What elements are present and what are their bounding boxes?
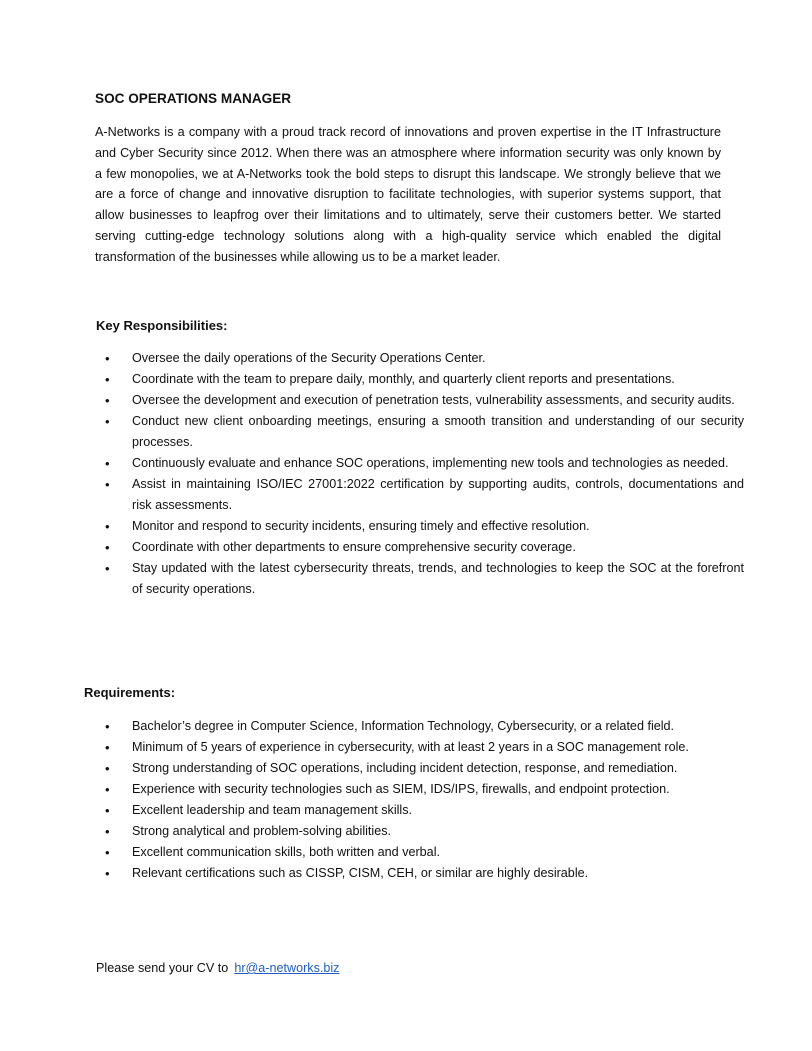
list-item: • Continuously evaluate and enhance SOC operations, implementing new tools and technologies as needed. [95, 453, 744, 474]
list-item: • Coordinate with other departments to ensure comprehensive security coverage. [95, 537, 744, 558]
list-item: • Coordinate with the team to prepare daily, monthly, and quarterly client reports and presentations. [95, 369, 744, 390]
list-item: • Strong understanding of SOC operations, including incident detection, response, and remediation. [95, 758, 744, 779]
requirements-list [95, 716, 744, 884]
list-item: • Experience with security technologies such as SIEM, IDS/IPS, firewalls, and endpoint protection. [95, 779, 744, 800]
contact-text: Please send your CV to [96, 961, 229, 975]
list-item: • Oversee the development and execution of penetration tests, vulnerability assessments, and security audits. [95, 390, 744, 411]
list-item: • Relevant certifications such as CISSP, CISM, CEH, or similar are highly desirable. [95, 863, 744, 884]
page-title: SOC OPERATIONS MANAGER [95, 91, 292, 106]
list-item: • Assist in maintaining ISO/IEC 27001:2022 certification by supporting audits, controls, documentations and risk assessments. [95, 474, 744, 516]
list-item: • Monitor and respond to security incidents, ensuring timely and effective resolution. [95, 516, 744, 537]
list-item: • Excellent leadership and team management skills. [95, 800, 744, 821]
list-item: • Bachelor’s degree in Computer Science, Information Technology, Cybersecurity, or a related field. [95, 716, 744, 737]
email-link[interactable]: hr@a-networks.biz [234, 961, 340, 975]
requirements-heading: Requirements: [84, 685, 176, 700]
list-item: • Minimum of 5 years of experience in cybersecurity, with at least 2 years in a SOC management role. [95, 737, 744, 758]
list-item: • Strong analytical and problem-solving abilities. [95, 821, 744, 842]
company-intro: A-Networks is a company with a proud track record of innovations and proven expertise in the IT Infrastructure and Cyber Security since 2012. When there was an atmosphere where information security was only known by a few monopolies, we at A-Networks took the bold steps to disrupt this landscape. We strongly believe that we are a force of change and innovative disruption to facilitate technologies, with superior systems support, that allow businesses to leapfrog over their limitations and to ultimately, serve their customers better. We started serving cutting-edge technology solutions along with a high-quality service which enabled the digital transformation of the businesses while allowing us to be a market leader. [95, 125, 721, 264]
list-item: • Conduct new client onboarding meetings, ensuring a smooth transition and understanding of our security processes. [95, 411, 744, 453]
list-item: • Oversee the daily operations of the Security Operations Center. [95, 348, 744, 369]
responsibilities-heading: Key Responsibilities: [96, 318, 228, 333]
list-item: • Excellent communication skills, both written and verbal. [95, 842, 744, 863]
list-item: • Stay updated with the latest cybersecurity threats, trends, and technologies to keep the SOC at the forefront of security operations. [95, 558, 744, 600]
responsibilities-list [95, 348, 744, 600]
contact-line [96, 961, 339, 975]
